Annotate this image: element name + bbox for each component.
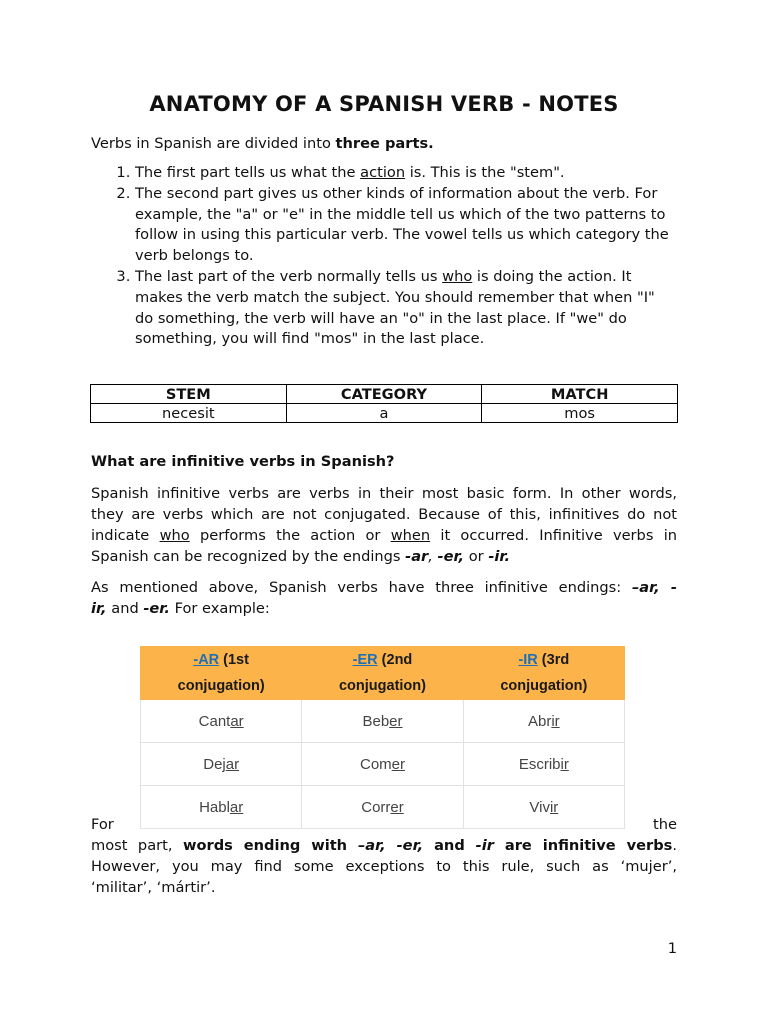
table-header-cell: -AR (1st conjugation) xyxy=(141,647,302,700)
table-header-row xyxy=(91,385,678,404)
table-cell: Abrir xyxy=(463,700,624,743)
conjugation-table xyxy=(140,646,625,829)
document-title: ANATOMY OF A SPANISH VERB - NOTES xyxy=(149,92,619,116)
table-cell: Cantar xyxy=(141,700,302,743)
table-header-cell: CATEGORY xyxy=(286,385,482,404)
table-header-cell: STEM xyxy=(91,385,287,404)
table-header-row xyxy=(141,647,625,700)
verb-structure-table xyxy=(90,384,678,423)
page-number: 1 xyxy=(667,940,677,957)
table-cell: Dejar xyxy=(141,743,302,786)
list-item: 3. The last part of the verb normally tells us who is doing the action. It makes the verb match the subject. You should remember that when "I" do something, the verb will have an "o" in the last place. If "we" do something, you will find "mos" in the last place. xyxy=(135,267,677,350)
table-cell: Vivir xyxy=(463,786,624,829)
table-header-cell: -ER (2nd conjugation) xyxy=(302,647,463,700)
table-header-cell: -IR (3rd conjugation) xyxy=(463,647,624,700)
document-page: ANATOMY OF A SPANISH VERB - NOTES Verbs in Spanish are divided into three parts. 1. The first part tells us what the action is. This is the "stem". 2. The second part gives us other kinds of information about the verb. For example, the "a" or "e" in the middle tell us which of the two patterns to follow in using this particular verb. The vowel tells us which category the verb belongs to. 3. The last part of the verb normally tells us who is doing the action. It makes the verb match the subject. You should remember that when "I" do something, the verb will have an "o" in the last place. If "we" do something, you will find "mos" in the last place. STEM CATEGORY MATCH necesit a mos What are infinitive verbs in Spanish? Spanish infinitive verbs are verbs in their most basic form. In other words, they are verbs which are not conjugated. Because of this, infinitives do not indicate who performs the action or when it occurred. Infinitive verbs in Spanish can be recognized by the endings -ar, -er, or -ir. As mentioned above, Spanish verbs have three infinitive endings: –ar, - ir, and -er. For example: -AR (1st conjugation) -ER (2nd conjugation) -IR (3rd conjugation) Cantar Beber Abrir Dejar Comer Escribir Hablar Correr Vivir For the most part, words ending with –ar, -er, and -ir are infinitive verbs. However, you may find some exceptions to this rule, such as ‘mujer’, ‘militar’, ‘mártir’. 1 xyxy=(0,0,768,1024)
section-heading: What are infinitive verbs in Spanish? xyxy=(91,453,395,470)
table-cell: Hablar xyxy=(141,786,302,829)
table-row xyxy=(141,700,625,743)
table-cell: Escribir xyxy=(463,743,624,786)
table-row xyxy=(141,743,625,786)
list-item: 2. The second part gives us other kinds of information about the verb. For example, the "a" or "e" in the middle tell us which of the two patterns to follow in using this particular verb. The vowel tells us which category the verb belongs to. xyxy=(135,184,677,267)
table-cell: mos xyxy=(482,404,678,423)
table-row xyxy=(91,404,678,423)
table-cell: Beber xyxy=(302,700,463,743)
intro-paragraph: Verbs in Spanish are divided into three parts. xyxy=(91,135,434,152)
verb-parts-list xyxy=(91,163,677,350)
table-header-cell: MATCH xyxy=(482,385,678,404)
table-cell: a xyxy=(286,404,482,423)
table-cell: Correr xyxy=(302,786,463,829)
table-cell: necesit xyxy=(91,404,287,423)
list-item: 1. The first part tells us what the action is. This is the "stem". xyxy=(135,163,677,184)
table-cell: Comer xyxy=(302,743,463,786)
